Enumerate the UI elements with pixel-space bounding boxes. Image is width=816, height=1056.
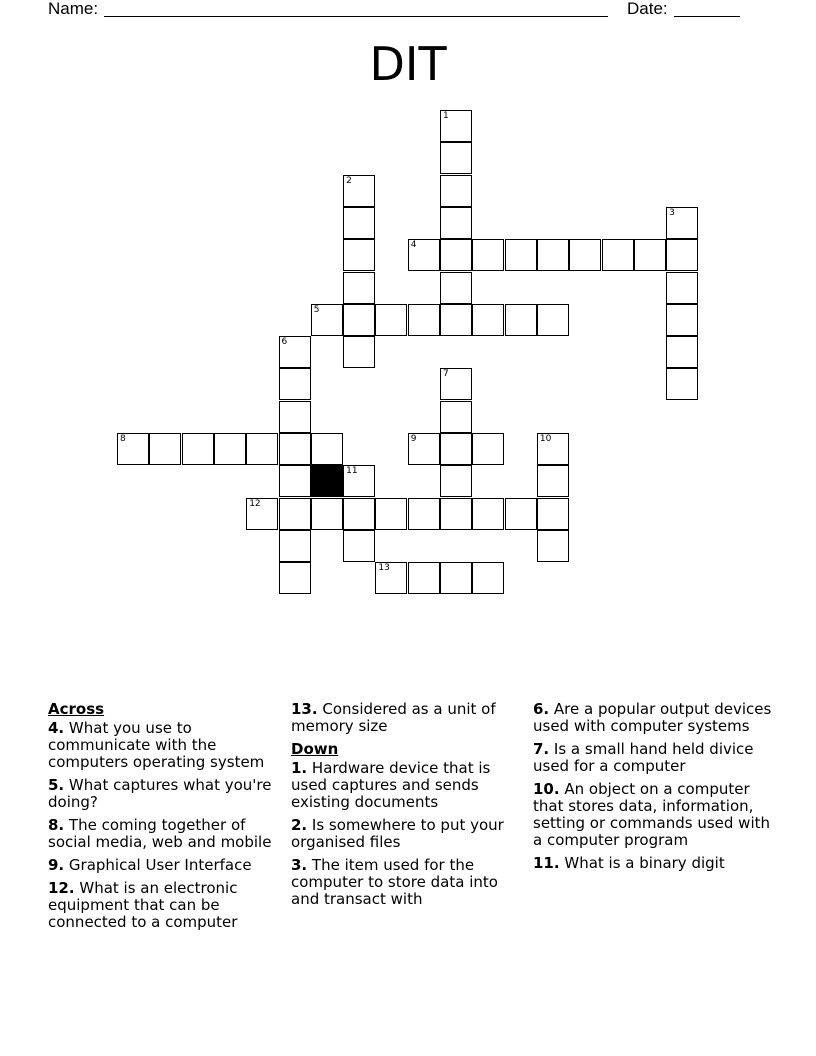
grid-cell[interactable] <box>279 498 311 530</box>
clue-number: 6. <box>533 700 550 718</box>
grid-cell[interactable] <box>279 562 311 594</box>
grid-cell[interactable] <box>440 562 472 594</box>
grid-cell[interactable] <box>408 433 440 465</box>
clue-number-label: 13 <box>378 563 390 574</box>
grid-cell[interactable] <box>214 433 246 465</box>
clue-number-label: 12 <box>249 498 261 509</box>
grid-cell[interactable] <box>440 110 472 142</box>
clue-text: An object on a computer that stores data, information, setting or commands used with a computer program <box>533 780 770 849</box>
grid-cell[interactable] <box>537 530 569 562</box>
grid-cell[interactable] <box>343 465 375 497</box>
clue-text: The item used for the computer to store data into and transact with <box>291 856 498 908</box>
grid-cell[interactable] <box>440 142 472 174</box>
across-heading: Across <box>48 700 105 718</box>
grid-cell[interactable] <box>375 498 407 530</box>
grid-cell[interactable] <box>666 336 698 368</box>
clue-across-13 <box>291 701 523 735</box>
clue-number-label: 3 <box>669 207 675 218</box>
clue-down-11 <box>533 855 773 872</box>
clue-down-10 <box>533 781 773 849</box>
clue-number-label: 9 <box>410 434 417 444</box>
grid-cell[interactable] <box>472 433 504 465</box>
clue-number-label: 4 <box>410 240 417 251</box>
grid-cell[interactable] <box>505 239 537 271</box>
grid-cell[interactable] <box>505 304 537 336</box>
grid-cell[interactable] <box>440 304 472 336</box>
clue-text: Is a small hand held divice used for a computer <box>533 740 754 775</box>
clue-text: The coming together of social media, web and mobile <box>48 816 272 851</box>
clue-number: 13. <box>291 700 318 718</box>
grid-cell[interactable] <box>634 239 666 271</box>
clues-column-1 <box>48 701 288 937</box>
clue-number-label: 11 <box>346 466 358 477</box>
clue-down-1 <box>291 760 523 811</box>
grid-cell[interactable] <box>279 465 311 497</box>
grid-cell[interactable] <box>440 239 472 271</box>
clue-number: 12. <box>48 879 75 897</box>
clue-across-4 <box>48 720 288 771</box>
grid-cell[interactable] <box>440 368 472 400</box>
clue-number: 7. <box>533 740 550 758</box>
clue-down-6 <box>533 701 773 735</box>
grid-cell[interactable] <box>279 368 311 400</box>
grid-cell[interactable] <box>279 530 311 562</box>
grid-cell[interactable] <box>375 304 407 336</box>
clue-text: What is a binary digit <box>564 854 725 872</box>
clue-number: 3. <box>291 856 308 874</box>
clue-number-label: 6 <box>281 337 288 348</box>
grid-cell[interactable] <box>569 239 601 271</box>
grid-cell[interactable] <box>246 498 278 530</box>
grid-cell[interactable] <box>343 207 375 239</box>
date-label: Date: <box>627 0 668 18</box>
grid-cell[interactable] <box>666 304 698 336</box>
clue-text: What captures what you're doing? <box>48 776 272 811</box>
clue-number-label: 10 <box>539 434 552 444</box>
page-title: DIT <box>369 37 447 91</box>
grid-cell[interactable] <box>537 465 569 497</box>
name-label: Name: <box>48 0 99 18</box>
grid-cell[interactable] <box>440 207 472 239</box>
grid-cell[interactable] <box>311 433 343 465</box>
clue-number-label: 7 <box>443 369 449 380</box>
grid-cell[interactable] <box>666 239 698 271</box>
grid-cell[interactable] <box>117 433 149 465</box>
grid-cell[interactable] <box>537 239 569 271</box>
clue-across-9 <box>48 857 288 874</box>
grid-cell[interactable] <box>537 304 569 336</box>
grid-cell[interactable] <box>537 433 569 465</box>
clue-number: 8. <box>48 816 65 834</box>
clue-across-5 <box>48 777 288 811</box>
clues-column-3 <box>533 701 773 878</box>
clue-text: What you use to communicate with the computers operating system <box>48 719 265 771</box>
grid-cell[interactable] <box>311 304 343 336</box>
clue-text: Graphical User Interface <box>68 856 252 874</box>
grid-cell[interactable] <box>343 175 375 207</box>
grid-cell[interactable] <box>343 304 375 336</box>
clue-number: 10. <box>533 780 560 798</box>
grid-cell[interactable] <box>182 433 214 465</box>
grid-cell[interactable] <box>343 530 375 562</box>
grid-cell[interactable] <box>472 498 504 530</box>
clue-text: Are a popular output devices used with computer systems <box>533 700 772 735</box>
clue-text: Is somewhere to put your organised files <box>291 816 504 851</box>
grid-cell[interactable] <box>343 239 375 271</box>
clue-across-8 <box>48 817 288 851</box>
grid-cell[interactable] <box>440 272 472 304</box>
grid-cell[interactable] <box>440 498 472 530</box>
grid-cell[interactable] <box>472 562 504 594</box>
clues-column-2 <box>291 701 523 914</box>
clue-number-label: 2 <box>346 175 352 186</box>
grid-cell[interactable] <box>440 175 472 207</box>
clue-across-12 <box>48 880 288 931</box>
grid-cell[interactable] <box>279 336 311 368</box>
grid-cell[interactable] <box>472 304 504 336</box>
clue-number-label: 1 <box>443 111 449 121</box>
down-heading: Down <box>291 740 339 758</box>
grid-cell[interactable] <box>666 368 698 400</box>
grid-cell[interactable] <box>343 336 375 368</box>
grid-cell[interactable] <box>408 562 440 594</box>
clue-number: 1. <box>291 759 308 777</box>
grid-cell[interactable] <box>375 562 407 594</box>
clue-number-label: 5 <box>313 304 320 315</box>
clue-number: 9. <box>48 856 65 874</box>
grid-cell[interactable] <box>602 239 634 271</box>
clue-down-7 <box>533 741 773 775</box>
clue-number: 4. <box>48 719 65 737</box>
grid-cell[interactable] <box>537 498 569 530</box>
grid-cell[interactable] <box>279 401 311 433</box>
grid-cell[interactable] <box>408 498 440 530</box>
clue-text: Considered as a unit of memory size <box>291 700 496 735</box>
grid-cell[interactable] <box>279 433 311 465</box>
clue-down-3 <box>291 857 523 908</box>
grid-cell[interactable] <box>343 272 375 304</box>
grid-cell[interactable] <box>343 498 375 530</box>
grid-cell[interactable] <box>246 433 278 465</box>
grid-cell[interactable] <box>666 272 698 304</box>
grid-cell[interactable] <box>666 207 698 239</box>
grid-cell[interactable] <box>408 239 440 271</box>
clue-number-label: 8 <box>120 434 126 444</box>
clue-number: 5. <box>48 776 65 794</box>
grid-cell[interactable] <box>440 401 472 433</box>
clue-down-2 <box>291 817 523 851</box>
grid-cell[interactable] <box>440 433 472 465</box>
grid-cell[interactable] <box>408 304 440 336</box>
grid-cell[interactable] <box>472 239 504 271</box>
grid-cell[interactable] <box>149 433 181 465</box>
clue-text: Hardware device that is used captures and sends existing documents <box>291 759 491 811</box>
grid-cell[interactable] <box>311 498 343 530</box>
grid-cell[interactable] <box>505 498 537 530</box>
clue-number: 11. <box>533 854 560 872</box>
clue-number: 2. <box>291 816 308 834</box>
grid-cell[interactable] <box>440 465 472 497</box>
clue-text: What is an electronic equipment that can be connected to a computer <box>48 879 238 931</box>
blocked-cell <box>311 465 343 497</box>
